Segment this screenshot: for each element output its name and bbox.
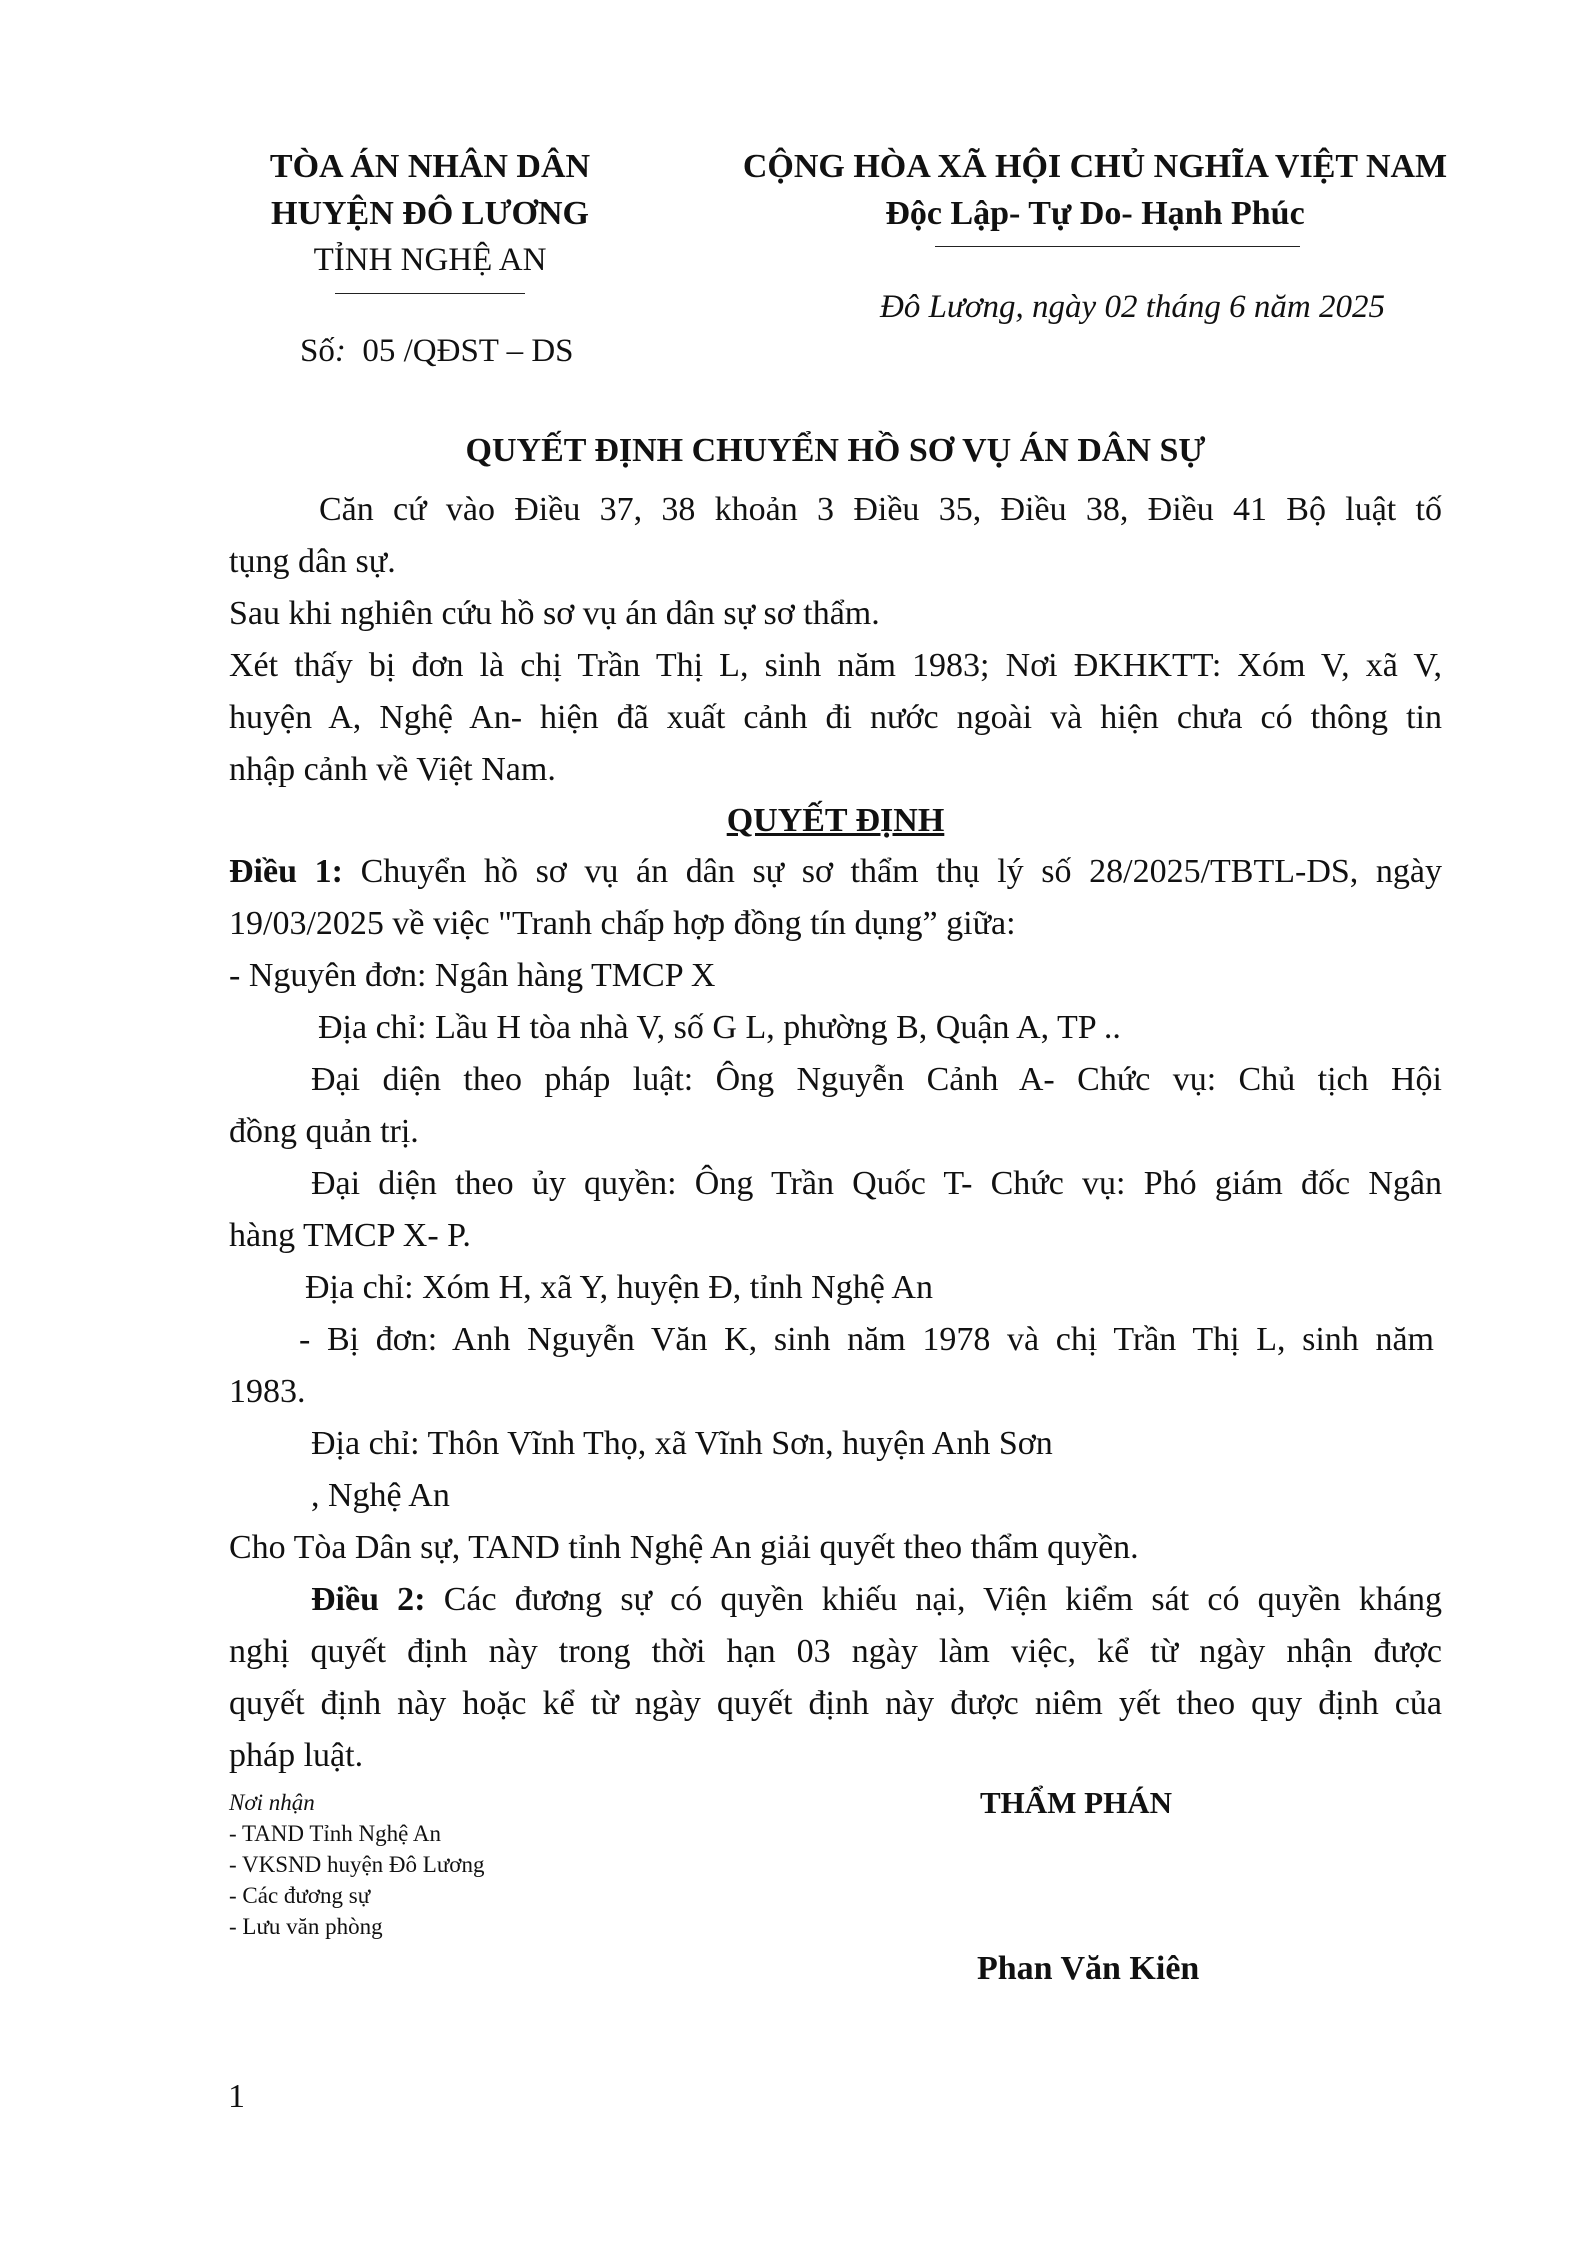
nation-name: CỘNG HÒA XÃ HỘI CHỦ NGHĨA VIỆT NAM: [742, 148, 1448, 185]
legal-representative-line: Đại diện theo pháp luật: Ông Nguyễn Cảnh A- Chức vụ: Chủ tịch Hội: [311, 1061, 1442, 1098]
decision-heading: QUYẾT ĐỊNH: [726, 802, 945, 839]
issue-date: Đô Lương, ngày 02 tháng 6 năm 2025: [880, 289, 1385, 325]
article1-label: Điều 1:: [229, 853, 343, 890]
preamble-line: huyện A, Nghệ An- hiện đã xuất cảnh đi nước ngoài và hiện chưa có thông tin: [229, 699, 1442, 736]
signer-name: Phan Văn Kiên: [977, 1950, 1200, 1987]
transfer-destination: Cho Tòa Dân sự, TAND tỉnh Nghệ An giải quyết theo thẩm quyền.: [229, 1529, 1139, 1566]
article2-label: Điều 2: [311, 1581, 415, 1618]
authorized-representative-line: hàng TMCP X- P.: [229, 1217, 471, 1254]
defendant-line: 1983.: [229, 1373, 306, 1410]
article1-line: [229, 853, 1442, 891]
authorized-representative-address: Địa chỉ: Xóm H, xã Y, huyện Đ, tỉnh Nghệ An: [305, 1269, 933, 1306]
defendant-address-line: Địa chỉ: Thôn Vĩnh Thọ, xã Vĩnh Sơn, huyện Anh Sơn: [311, 1425, 1053, 1462]
preamble-line: Căn cứ vào Điều 37, 38 khoản 3 Điều 35, Điều 38, Điều 41 Bộ luật tố: [319, 491, 1442, 528]
article2-line: pháp luật.: [229, 1737, 364, 1774]
court-name-line2: HUYỆN ĐÔ LƯƠNG: [271, 195, 589, 232]
nation-motto: Độc Lập- Tự Do- Hạnh Phúc: [885, 195, 1305, 232]
article2-line: nghị quyết định này trong thời hạn 03 ngày làm việc, kể từ ngày nhận được: [229, 1633, 1442, 1670]
recipient-item: - TAND Tỉnh Nghệ An: [229, 1821, 441, 1846]
signer-title: THẨM PHÁN: [980, 1785, 1173, 1820]
document-number-colon: :: [334, 333, 346, 369]
preamble-line: Sau khi nghiên cứu hồ sơ vụ án dân sự sơ thẩm.: [229, 595, 880, 632]
article1-line: 19/03/2025 về việc "Tranh chấp hợp đồng tín dụng” giữa:: [229, 905, 1016, 942]
plaintiff-address: Địa chỉ: Lầu H tòa nhà V, số G L, phường B, Quận A, TP ..: [318, 1009, 1121, 1046]
article1-text: Chuyển hồ sơ vụ án dân sự sơ thẩm thụ lý số 28/2025/TBTL-DS, ngày: [342, 853, 1443, 890]
motto-underline: [935, 246, 1300, 247]
authorized-representative-line: Đại diện theo ủy quyền: Ông Trần Quốc T- Chức vụ: Phó giám đốc Ngân: [311, 1165, 1442, 1202]
recipient-item: - VKSND huyện Đô Lương: [229, 1852, 485, 1877]
article2-colon: :: [414, 1581, 426, 1618]
page-number: 1: [228, 2078, 245, 2115]
document-number-prefix: Số: [300, 333, 335, 369]
court-name-line1: TÒA ÁN NHÂN DÂN: [269, 148, 591, 185]
recipient-item: - Các đương sự: [229, 1883, 371, 1908]
legal-representative-line: đồng quản trị.: [229, 1113, 419, 1150]
document-number: [300, 333, 574, 370]
preamble-line: nhập cảnh về Việt Nam.: [229, 751, 556, 788]
plaintiff: - Nguyên đơn: Ngân hàng TMCP X: [229, 957, 716, 994]
preamble-line: Xét thấy bị đơn là chị Trần Thị L, sinh năm 1983; Nơi ĐKHKTT: Xóm V, xã V,: [229, 647, 1442, 684]
court-province: TỈNH NGHỆ AN: [313, 242, 547, 278]
article2-line: [311, 1581, 1442, 1619]
document-number-value: 05 /QĐST – DS: [362, 333, 574, 369]
court-underline: [335, 293, 525, 294]
article2-text: Các đương sự có quyền khiếu nại, Viện kiểm sát có quyền kháng: [425, 1581, 1443, 1618]
recipients-heading: Nơi nhận: [229, 1790, 315, 1815]
article2-line: quyết định này hoặc kể từ ngày quyết định này được niêm yết theo quy định của: [229, 1685, 1442, 1722]
defendant-line: - Bị đơn: Anh Nguyễn Văn K, sinh năm 1978 và chị Trần Thị L, sinh năm: [299, 1321, 1434, 1358]
document-title: QUYẾT ĐỊNH CHUYỂN HỒ SƠ VỤ ÁN DÂN SỰ: [465, 432, 1206, 469]
recipient-item: - Lưu văn phòng: [229, 1914, 383, 1939]
defendant-address-line: , Nghệ An: [311, 1477, 450, 1514]
preamble-line: tụng dân sự.: [229, 543, 396, 580]
